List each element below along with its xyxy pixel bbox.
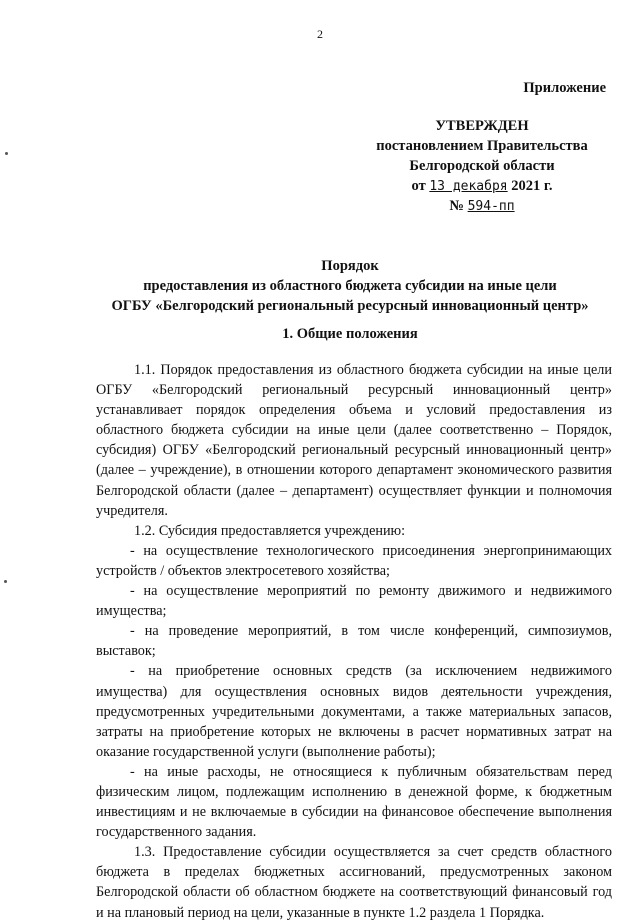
number-value: 594-пп bbox=[467, 199, 515, 214]
paragraph-1-3: 1.3. Предоставление субсидии осуществляется за счет средств областного бюджета в пределах бюджетных ассигнований, предусмотренных законом Белгородской области об областном бюджете на соответствующий финансовый год и на плановый период на цели, указанные в пункте 1.2 раздела 1 Порядка. bbox=[96, 844, 612, 921]
date-prefix: от bbox=[411, 178, 426, 194]
doc-title-line-3: ОГБУ «Белгородский региональный ресурсный инновационный центр» bbox=[111, 298, 589, 314]
section-heading: 1. Общие положения bbox=[282, 326, 418, 342]
date-year: 2021 г. bbox=[511, 178, 553, 194]
list-item: - на осуществление мероприятий по ремонту движимого и недвижимого имущества; bbox=[96, 583, 612, 620]
list-item: - на осуществление технологического присоединения энергопринимающих устройств / объектов электросетевого хозяйства; bbox=[96, 542, 612, 579]
approval-line-1: постановлением Правительства bbox=[376, 138, 588, 154]
date-value: 13 декабря bbox=[429, 179, 508, 194]
scan-speck bbox=[5, 152, 8, 155]
annex-label: Приложение bbox=[523, 80, 606, 96]
list-item: - на иные расходы, не относящиеся к публичным обязательствам перед физическим лицом, подлежащим исполнению в денежной форме, к бюджетным инвестициям и не включаемые в субсидии на финансовое обеспечение выполнения государственного задания. bbox=[96, 763, 612, 841]
paragraph-1-1: 1.1. Порядок предоставления из областного бюджета субсидии на иные цели ОГБУ «Белгородский региональный ресурсный инновационный центр» устанавливает порядок определения объема и условий предоставления из областного бюджета субсидии на иные цели (далее соответственно – Порядок, субсидия) ОГБУ «Белгородский региональный ресурсный инновационный центр» (далее – учреждение), в отношении которого департамент экономического развития Белгородской области (далее – департамент) осуществляет функции и полномочия учредителя. bbox=[96, 362, 612, 519]
doc-title-line-1: Порядок bbox=[321, 258, 379, 274]
list-item: - на приобретение основных средств (за исключением недвижимого имущества) для осуществления основных видов деятельности учреждения, предусмотренных учредительными документами, а также материальных запасов, затраты на приобретение которых не включены в расчет нормативных затрат на оказание государственной услуги (выполнение работы); bbox=[96, 663, 612, 760]
document-body bbox=[96, 360, 612, 923]
approved-label: УТВЕРЖДЕН bbox=[435, 118, 529, 134]
approval-number bbox=[352, 196, 612, 217]
scan-speck bbox=[4, 580, 7, 583]
paragraph-1-2: 1.2. Субсидия предоставляется учреждению: bbox=[134, 522, 406, 539]
approval-date bbox=[352, 176, 612, 197]
number-prefix: № bbox=[449, 198, 464, 214]
list-item: - на проведение мероприятий, в том числе конференций, симпозиумов, выставок; bbox=[96, 623, 612, 660]
approval-line-2: Белгородской области bbox=[409, 158, 555, 174]
doc-title-line-2: предоставления из областного бюджета субсидии на иные цели bbox=[143, 278, 557, 294]
page-number: 2 bbox=[317, 27, 323, 41]
